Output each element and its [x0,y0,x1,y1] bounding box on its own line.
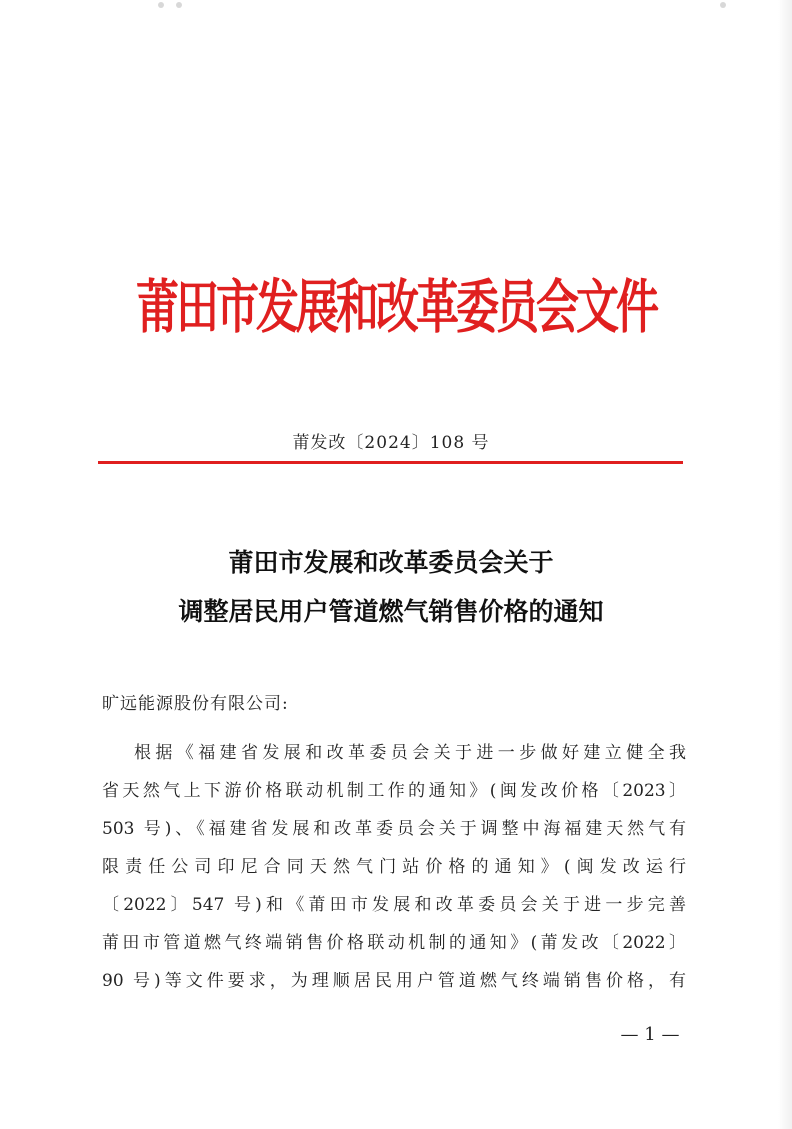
body-line: 限责任公司印尼合同天然气门站价格的通知》(闽发改运行 [102,857,686,877]
scan-edge-shadow [778,0,792,1129]
body-line: 〔2022〕547 号)和《莆田市发展和改革委员会关于进一步完善 [102,895,686,915]
scan-mark [720,2,726,8]
red-divider-line [98,461,683,464]
body-line: 省天然气上下游价格联动机制工作的通知》(闽发改价格〔2023〕 [102,781,686,801]
salutation: 旷远能源股份有限公司: [102,694,289,714]
scan-mark [158,2,164,8]
scan-mark [176,2,182,8]
red-header-title: 莆田市发展和改革委员会文件 [136,274,656,342]
body-line: 503 号)、《福建省发展和改革委员会关于调整中海福建天然气有 [102,819,686,839]
body-line: 根据《福建省发展和改革委员会关于进一步做好建立健全我 [134,743,686,763]
notice-title-line-1: 莆田市发展和改革委员会关于 [228,548,554,577]
body-line: 90 号)等文件要求，为理顺居民用户管道燃气终端销售价格，有 [102,971,686,991]
page-number: — 1 — [620,1024,680,1045]
body-line: 莆田市管道燃气终端销售价格联动机制的通知》(莆发改〔2022〕 [102,933,686,953]
document-number: 莆发改〔2024〕108 号 [292,433,490,453]
notice-title-line-2: 调整居民用户管道燃气销售价格的通知 [178,597,604,626]
